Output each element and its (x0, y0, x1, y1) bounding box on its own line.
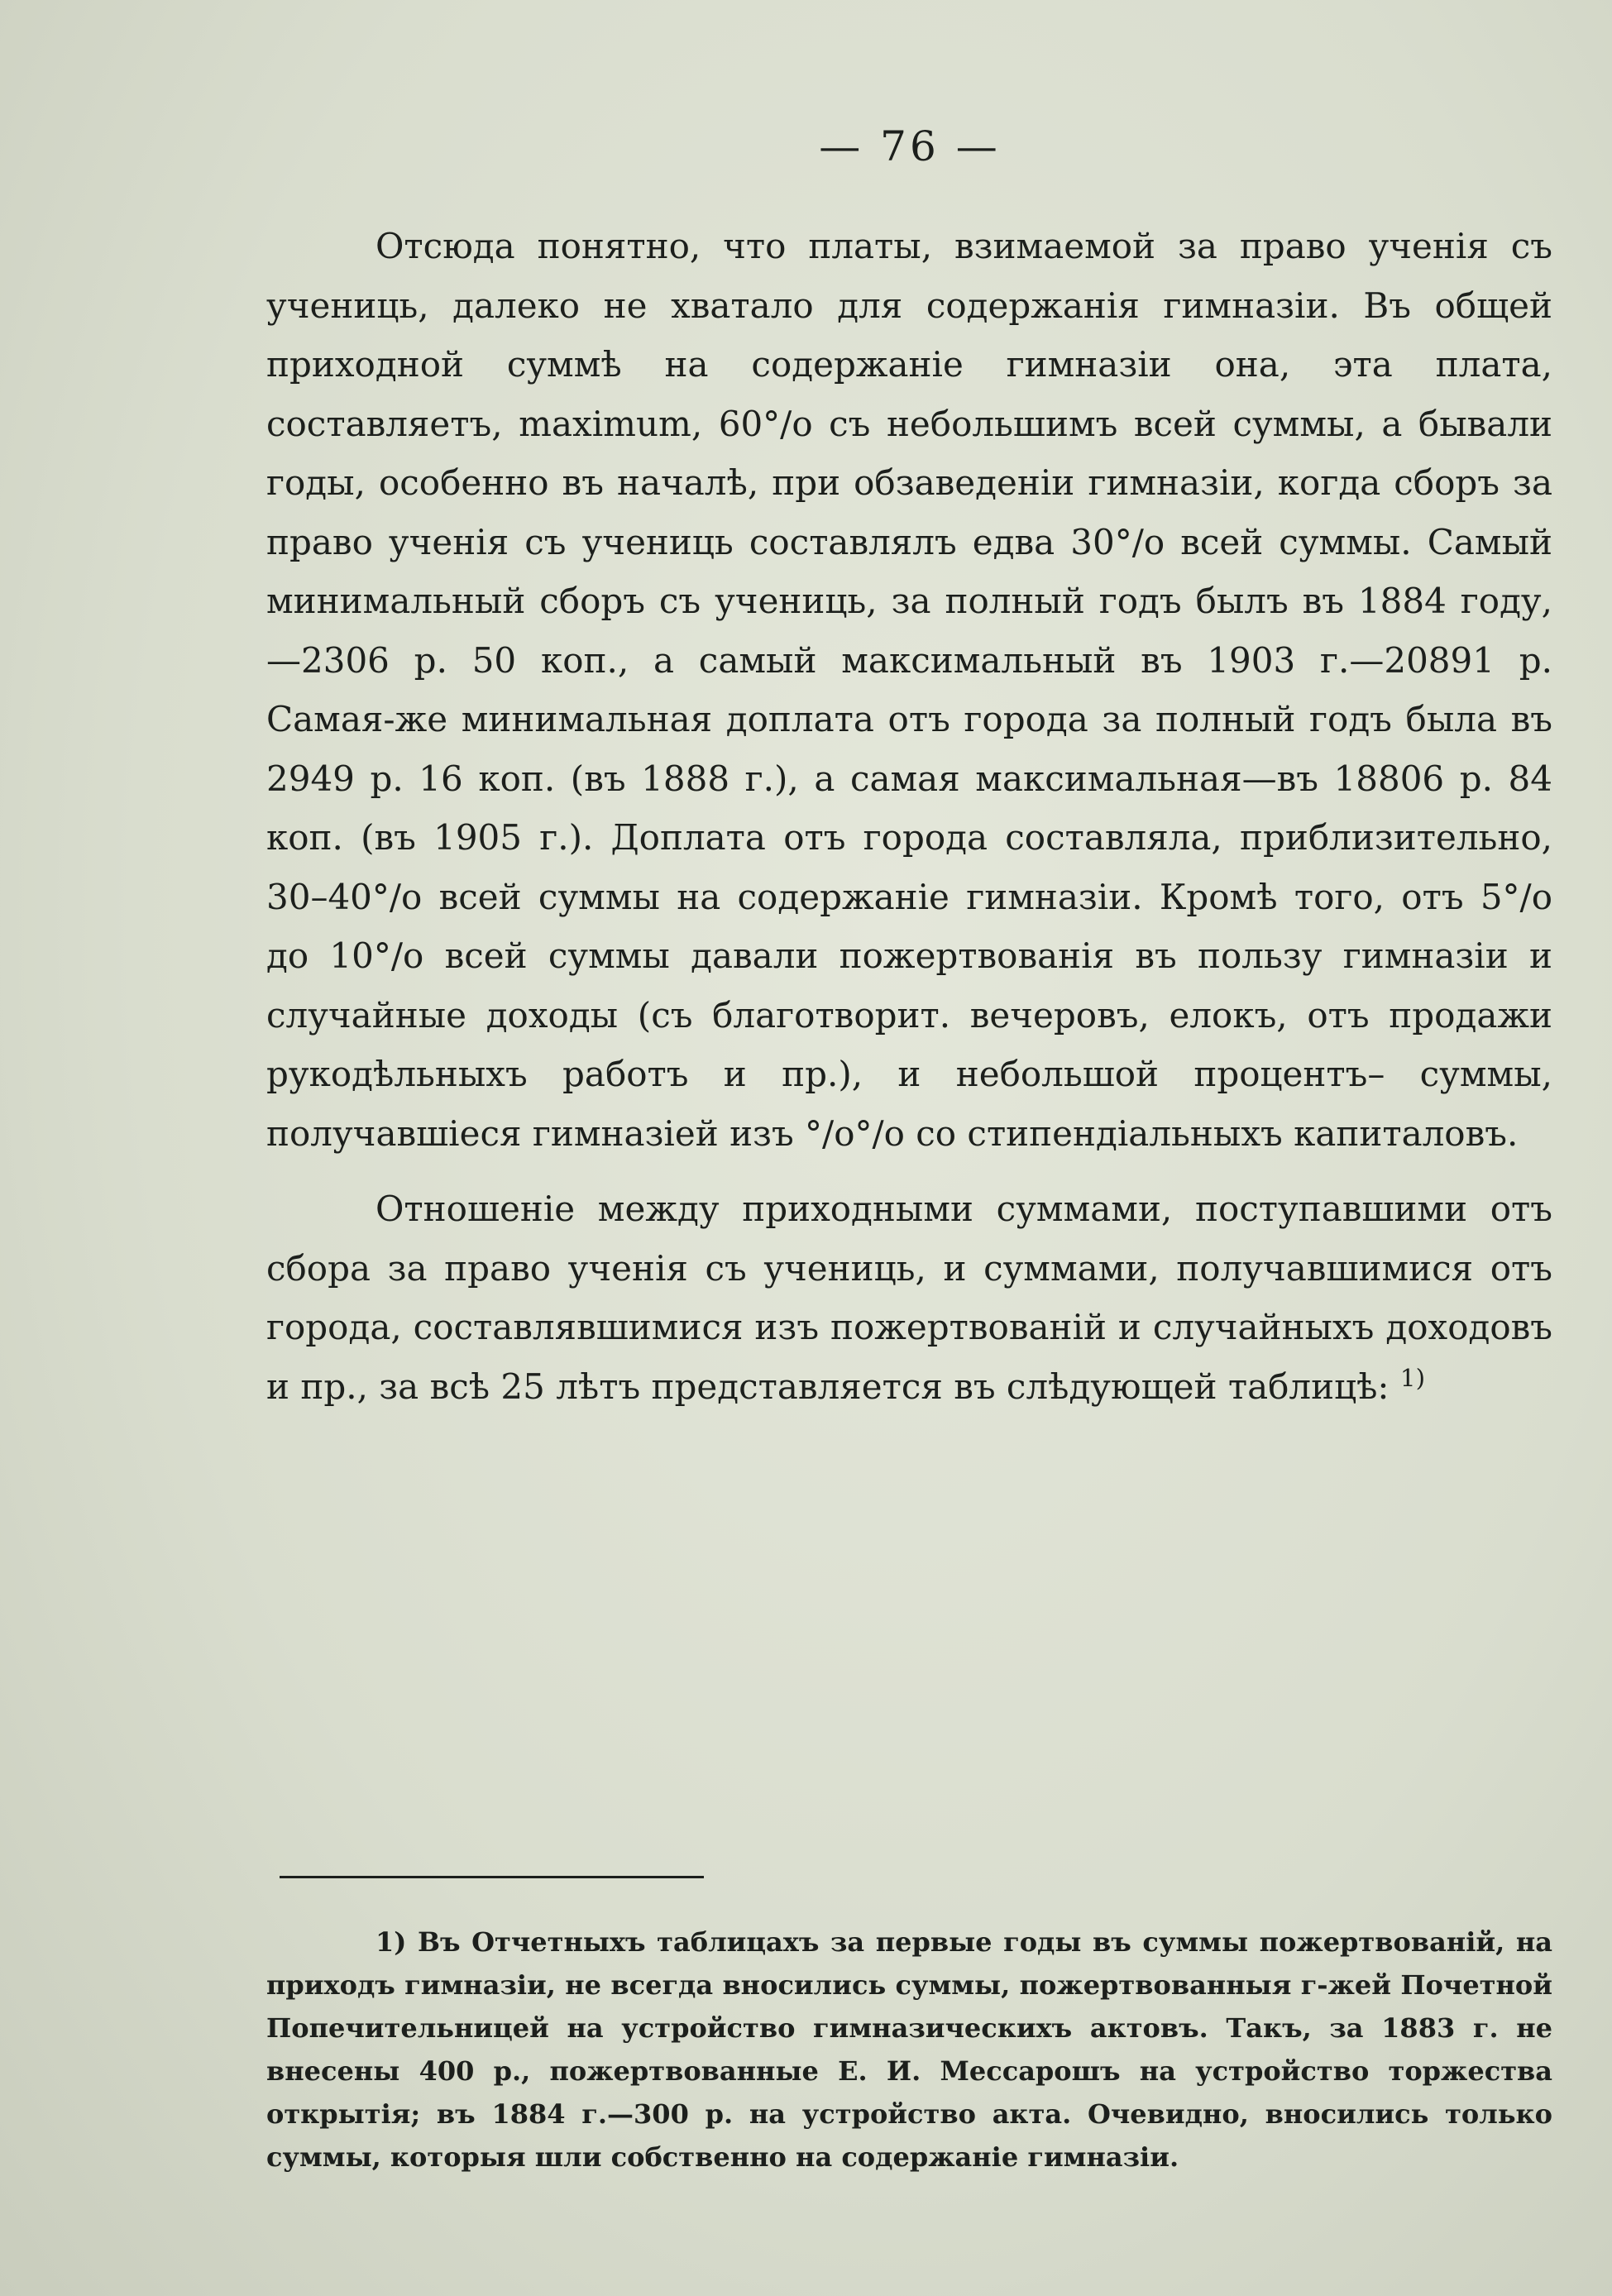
footnote-reference: 1) (1399, 1363, 1426, 1392)
paragraph-2-text: Отношеніе между приходными суммами, поступавшими отъ сбора за право ученія съ учениць, и суммами, получавшимися отъ города, составлявшимися изъ пожертвованій и случайныхъ доходовъ и пр., за всѣ 25 лѣтъ представляется въ слѣдующей таблицѣ: (266, 1189, 1552, 1407)
footnote-divider (280, 1876, 704, 1878)
footnote: 1) Въ Отчетныхъ таблицахъ за первые годы въ суммы пожертвованій, на приходъ гимназіи, не всегда вносились суммы, пожертвованныя г-жей Почетной Попечительницей на устройство гимназическихъ актовъ. Такъ, за 1883 г. не внесены 400 р., пожертвованные Е. И. Мессарошъ на устройство торжества открытія; въ 1884 г.—300 р. на устройство акта. Очевидно, вносились только суммы, которыя шли собственно на содержаніе гимназіи. (266, 1926, 1552, 2173)
page-number: — 76 — (819, 122, 1001, 170)
paragraph-2 (266, 1179, 1552, 1416)
paragraph-1: Отсюда понятно, что платы, взимаемой за право ученія съ учениць, далеко не хватало для содержанія гимназіи. Въ общей приходной суммѣ на содержаніе гимназіи она, эта плата, составляетъ, maximum, 60°/o съ небольшимъ всей суммы, а бывали годы, особенно въ началѣ, при обзаведеніи гимназіи, когда сборъ за право ученія съ учениць составлялъ едва 30°/o всей суммы. Самый минимальный сборъ съ учениць, за полный годъ былъ въ 1884 году,—2306 р. 50 коп., а самый максимальный въ 1903 г.—20891 р. Самая-же минимальная доплата отъ города за полный годъ была въ 2949 р. 16 коп. (въ 1888 г.), а самая максимальная—въ 18806 р. 84 коп. (въ 1905 г.). Доплата отъ города составляла, приблизительно, 30–40°/o всей суммы на содержаніе гимназіи. Кромѣ того, отъ 5°/o до 10°/o всей суммы давали пожертвованія въ пользу гимназіи и случайные доходы (съ благотворит. вечеровъ, елокъ, отъ продажи рукодѣльныхъ работъ и пр.), и небольшой процентъ– суммы, получавшіеся гимназіей изъ °/o°/o со стипендіальныхъ капиталовъ. (266, 226, 1552, 1154)
main-text (266, 217, 1552, 1416)
